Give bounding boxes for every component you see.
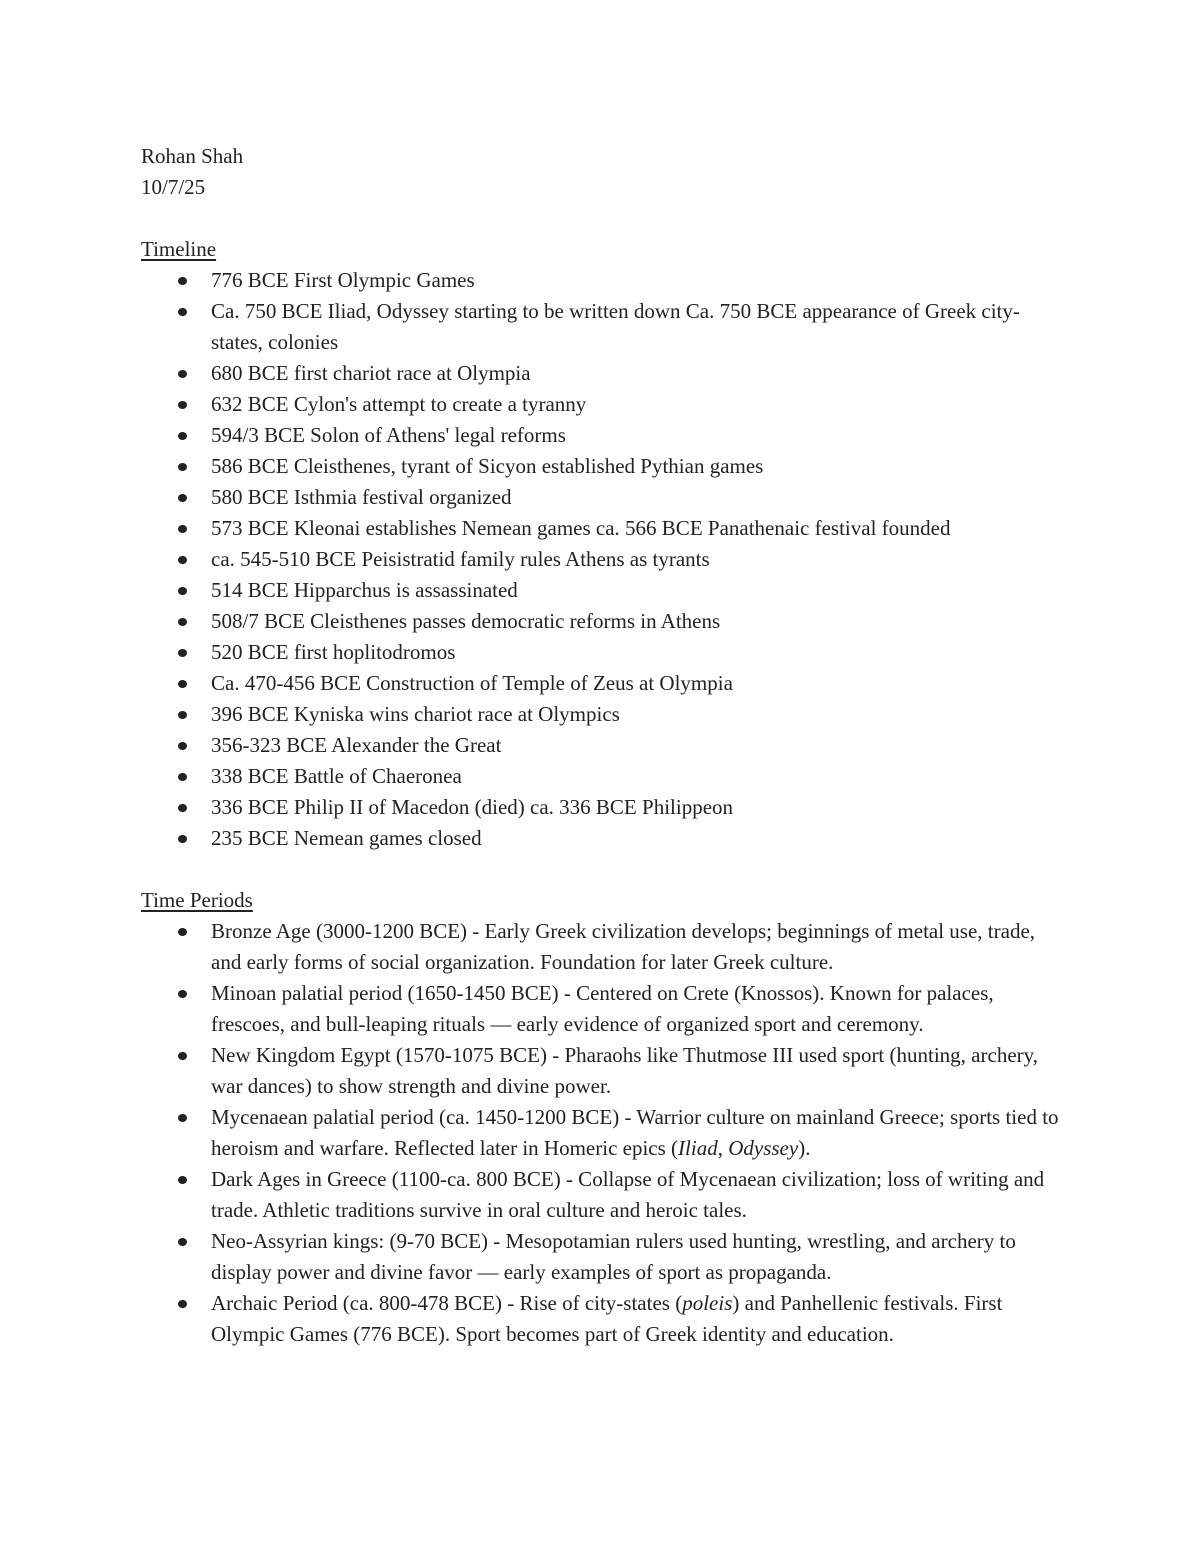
list-item [141,513,1066,544]
timeline-entry: 235 BCE Nemean games closed [211,826,482,850]
list-item [141,451,1066,482]
list-item [141,296,1066,358]
time-periods-heading: Time Periods [141,888,253,912]
period-entry: New Kingdom Egypt (1570-1075 BCE) - Pharaohs like Thutmose III used sport (hunting, archery, war dances) to show strength and divine power. [211,1043,1039,1098]
bullet-icon [178,494,187,502]
timeline-entry: ca. 545-510 BCE Peisistratid family rules Athens as tyrants [211,547,710,571]
bullet-icon [178,432,187,440]
bullet-icon [178,1176,187,1184]
timeline-entry: Ca. 750 BCE Iliad, Odyssey starting to be written down Ca. 750 BCE appearance of Greek city-states, colonies [211,299,1020,354]
period-text: ) and Panhellenic festivals. First Olympic Games (776 BCE). Sport becomes part of Greek identity and education. [211,1291,1003,1346]
timeline-entry: 508/7 BCE Cleisthenes passes democratic reforms in Athens [211,609,721,633]
list-item [141,1164,1066,1226]
bullet-icon [178,804,187,812]
bullet-icon [178,773,187,781]
period-entry: Bronze Age (3000-1200 BCE) - Early Greek civilization develops; beginnings of metal use, trade, and early forms of social organization. Foundation for later Greek culture. [211,919,1036,974]
timeline-entry: 580 BCE Isthmia festival organized [211,485,512,509]
bullet-icon [178,1238,187,1246]
list-item [141,761,1066,792]
bullet-icon [178,370,187,378]
list-item [141,1226,1066,1288]
bullet-icon [178,990,187,998]
list-item [141,637,1066,668]
list-item [141,606,1066,637]
bullet-icon [178,649,187,657]
bullet-icon [178,835,187,843]
list-item [141,823,1066,854]
timeline-entry: 586 BCE Cleisthenes, tyrant of Sicyon established Pythian games [211,454,764,478]
period-entry [211,1288,1066,1350]
list-item [141,358,1066,389]
bullet-icon [178,742,187,750]
bullet-icon [178,401,187,409]
period-text: , [717,1136,729,1160]
italic-term: poleis [682,1291,733,1315]
list-item [141,544,1066,575]
bullet-icon [178,928,187,936]
list-item [141,792,1066,823]
timeline-heading: Timeline [141,237,217,261]
italic-title: Iliad [678,1136,718,1160]
list-item [141,1040,1066,1102]
period-entry: Minoan palatial period (1650-1450 BCE) - Centered on Crete (Knossos). Known for palaces, frescoes, and bull-leaping rituals — early evidence of organized sport and ceremony. [211,981,994,1036]
list-item [141,978,1066,1040]
timeline-entry: 338 BCE Battle of Chaeronea [211,764,462,788]
timeline-entry: 573 BCE Kleonai establishes Nemean games ca. 566 BCE Panathenaic festival founded [211,516,951,540]
list-item [141,389,1066,420]
bullet-icon [178,711,187,719]
timeline-entry: 520 BCE first hoplitodromos [211,640,456,664]
period-entry: Dark Ages in Greece (1100-ca. 800 BCE) - Collapse of Mycenaean civilization; loss of writing and trade. Athletic traditions survive in oral culture and heroic tales. [211,1167,1045,1222]
bullet-icon [178,1300,187,1308]
bullet-icon [178,618,187,626]
list-item [141,699,1066,730]
period-entry: Neo-Assyrian kings: (9-70 BCE) - Mesopotamian rulers used hunting, wrestling, and archery to display power and divine favor — early examples of sport as propaganda. [211,1229,1016,1284]
list-item [141,1288,1066,1350]
bullet-icon [178,463,187,471]
period-text: Archaic Period (ca. 800-478 BCE) - Rise of city-states ( [211,1291,683,1315]
list-item [141,1102,1066,1164]
timeline-entry: 356-323 BCE Alexander the Great [211,733,502,757]
timeline-entry: 396 BCE Kyniska wins chariot race at Olympics [211,702,620,726]
timeline-entry: 680 BCE first chariot race at Olympia [211,361,531,385]
period-text: ). [798,1136,811,1160]
list-item [141,916,1066,978]
timeline-entry: 514 BCE Hipparchus is assassinated [211,578,518,602]
list-item [141,265,1066,296]
spacer [141,203,1066,234]
list-item [141,420,1066,451]
bullet-icon [178,525,187,533]
timeline-entry: 776 BCE First Olympic Games [211,268,475,292]
timeline-list [141,265,1066,854]
timeline-entry: 594/3 BCE Solon of Athens' legal reforms [211,423,566,447]
document-date: 10/7/25 [141,175,206,199]
list-item [141,730,1066,761]
bullet-icon [178,277,187,285]
bullet-icon [178,1052,187,1060]
bullet-icon [178,556,187,564]
list-item [141,575,1066,606]
author-name: Rohan Shah [141,144,244,168]
list-item [141,482,1066,513]
bullet-icon [178,680,187,688]
list-item [141,668,1066,699]
timeline-entry: Ca. 470-456 BCE Construction of Temple of Zeus at Olympia [211,671,733,695]
bullet-icon [178,1114,187,1122]
italic-title: Odyssey [728,1136,799,1160]
timeline-entry: 336 BCE Philip II of Macedon (died) ca. 336 BCE Philippeon [211,795,734,819]
timeline-entry: 632 BCE Cylon's attempt to create a tyranny [211,392,587,416]
bullet-icon [178,308,187,316]
document-page [141,141,1066,1350]
period-text: Mycenaean palatial period (ca. 1450-1200 BCE) - Warrior culture on mainland Greece; sports tied to heroism and warfare. Reflected later in Homeric epics ( [211,1105,1059,1160]
time-periods-list [141,916,1066,1350]
bullet-icon [178,587,187,595]
spacer [141,854,1066,885]
period-entry [211,1102,1066,1164]
